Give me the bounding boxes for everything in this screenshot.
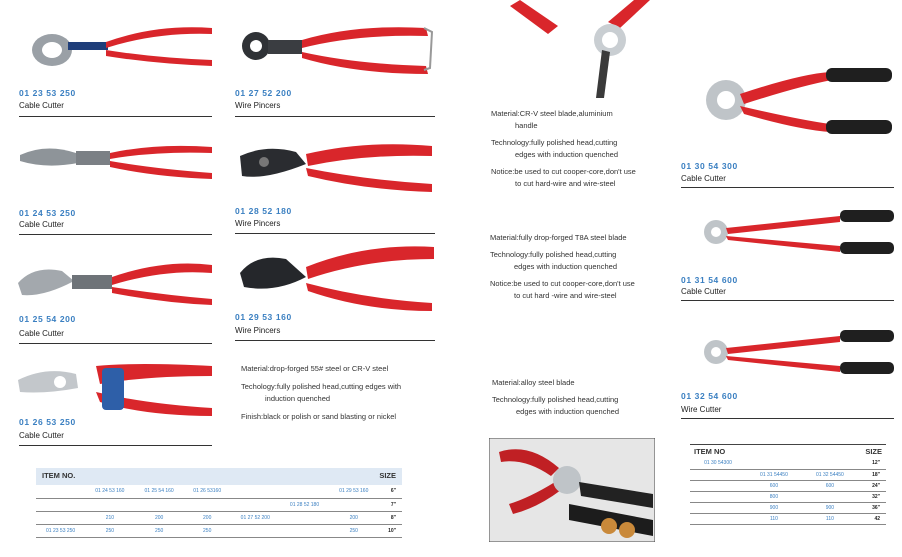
divider — [681, 300, 894, 301]
table-row — [690, 469, 886, 480]
table-cell: 01 25 54 160 — [144, 488, 174, 495]
spec-material: Material:fully drop-forged T8A steel blade — [490, 233, 627, 242]
product-name: Cable Cutter — [19, 329, 64, 338]
table-cell — [231, 485, 280, 498]
table-cell — [802, 458, 858, 469]
product-name: Wire Pincers — [235, 326, 281, 335]
table-body — [36, 485, 402, 538]
table-cell: 110 — [769, 515, 778, 522]
table-cell: 250 — [105, 527, 115, 534]
table-cell — [36, 511, 85, 524]
table-cell: 01 23 53 250 — [46, 527, 76, 534]
table-cell: 7" — [390, 501, 396, 508]
table-cell: 12" — [872, 460, 880, 467]
table-cell — [231, 498, 280, 511]
spec-technology: Technology:fully polished head,cutting — [491, 138, 618, 147]
table-cell: 250 — [154, 527, 164, 534]
table-cell: 01 28 52 180 — [289, 501, 320, 508]
divider — [235, 233, 435, 234]
table-cell: 01 32 54450 — [816, 471, 844, 478]
product-name: Cable Cutter — [19, 220, 64, 229]
cable-cutter-image-2 — [16, 135, 216, 185]
table-cell — [184, 498, 231, 511]
table-cell: 900 — [769, 504, 779, 511]
table-header-item: ITEM NO. — [42, 471, 76, 480]
table-cell — [329, 498, 378, 511]
divider — [19, 234, 212, 235]
table-cell: 01 29 53 160 — [339, 488, 369, 495]
table-cell — [690, 513, 746, 524]
divider — [681, 187, 894, 188]
product-code: 01 30 54 300 — [681, 161, 738, 171]
divider — [19, 116, 212, 117]
table-row — [690, 458, 886, 469]
product-code: 01 28 52 180 — [235, 206, 292, 216]
table-header-size: SIZE — [865, 447, 882, 456]
table-cell: 42 — [874, 515, 880, 522]
divider — [235, 340, 435, 341]
spec-block-right-1 — [491, 108, 663, 190]
table-row — [690, 502, 886, 513]
spec-material: Material:alloy steel blade — [492, 378, 575, 387]
table-row — [36, 485, 402, 498]
table-cell: 01 31 54450 — [760, 471, 788, 478]
spec-notice: Notice:be used to cut cooper-core,don't use — [490, 279, 635, 288]
product-code: 01 29 53 160 — [235, 312, 292, 322]
item-size-table-right — [690, 444, 886, 525]
table-cell — [36, 498, 85, 511]
table-cell: 01 27 52 200 — [240, 514, 270, 521]
wire-cutter-image — [700, 328, 896, 376]
cable-cutter-top-image — [500, 0, 660, 100]
table-cell: 210 — [105, 514, 115, 521]
spec-material: Material:CR-V steel blade,aluminium — [491, 109, 613, 118]
product-code: 01 24 53 250 — [19, 208, 76, 218]
table-cell — [135, 498, 184, 511]
table-cell: 24" — [872, 482, 880, 489]
product-name: Cable Cutter — [681, 174, 726, 183]
table-row — [36, 511, 402, 524]
table-cell — [36, 485, 85, 498]
table-cell: 600 — [825, 482, 835, 489]
spec-notice-cont: to cut hard -wire and wire-steel — [514, 291, 617, 300]
cable-cutter-image-5 — [700, 64, 894, 144]
table-row — [690, 491, 886, 502]
table-header — [690, 444, 886, 458]
spec-block-right-2 — [490, 232, 662, 302]
table-cell — [690, 480, 746, 491]
table-cell: 110 — [825, 515, 834, 522]
table-cell: 32" — [872, 493, 880, 500]
divider — [235, 116, 435, 117]
table-cell — [231, 524, 280, 537]
product-name: Wire Pincers — [235, 101, 281, 110]
table-cell — [280, 485, 329, 498]
table-cell: 6" — [390, 488, 396, 495]
spec-material: Material:drop-forged 55# steel or CR-V steel — [241, 364, 389, 373]
table-row — [690, 513, 886, 524]
table-cell: 18" — [872, 471, 880, 478]
spec-material-cont: handle — [515, 121, 538, 130]
divider — [19, 445, 212, 446]
table-cell: 10" — [388, 527, 396, 534]
cable-cutter-image-6 — [700, 208, 896, 256]
table-cell — [85, 498, 134, 511]
cable-cutting-photo — [489, 438, 655, 542]
table-cell — [690, 502, 746, 513]
table-cell — [280, 524, 329, 537]
table-cell: 200 — [349, 514, 358, 521]
table-cell — [802, 491, 858, 502]
product-name: Wire Cutter — [681, 405, 722, 414]
product-name: Wire Pincers — [235, 219, 281, 228]
table-row — [690, 480, 886, 491]
spec-technology-cont: induction quenched — [265, 394, 331, 403]
spec-notice-cont: to cut hard-wire and wire-steel — [515, 179, 616, 188]
spec-technology-cont: edges with induction quenched — [516, 407, 619, 416]
product-name: Cable Cutter — [681, 287, 726, 296]
table-cell — [690, 491, 746, 502]
wire-pincers-image-2 — [236, 140, 436, 196]
table-header-item: ITEM NO — [694, 447, 726, 456]
product-name: Cable Cutter — [19, 101, 64, 110]
table-cell: 01 26 53160 — [193, 488, 222, 495]
spec-technology-cont: edges with induction quenched — [514, 262, 617, 271]
table-cell: 01 24 53 160 — [95, 488, 125, 495]
spec-technology: Technology:fully polished head,cutting — [492, 395, 619, 404]
spec-block-right-3 — [492, 377, 664, 418]
spec-block-left — [241, 363, 446, 423]
item-size-table-left — [36, 468, 402, 538]
table-row — [36, 524, 402, 537]
spec-technology-cont: edges with induction quenched — [515, 150, 618, 159]
table-cell: 200 — [203, 514, 212, 521]
divider — [19, 343, 212, 344]
cable-cutter-image-1 — [16, 18, 216, 78]
table-cell — [280, 511, 329, 524]
table-cell — [746, 458, 802, 469]
table-header — [36, 468, 402, 485]
table-body — [690, 458, 886, 525]
cable-cutter-image-4 — [16, 358, 216, 418]
table-cell — [690, 469, 746, 480]
table-cell: 8" — [390, 514, 396, 521]
product-code: 01 31 54 600 — [681, 275, 738, 285]
divider — [681, 418, 894, 419]
table-cell: 250 — [203, 527, 212, 534]
table-cell: 900 — [825, 504, 835, 511]
table-cell: 36" — [872, 504, 880, 511]
spec-finish: Finish:black or polish or sand blasting or nickel — [241, 412, 397, 421]
table-cell: 800 — [769, 493, 779, 500]
wire-pincers-image-1 — [236, 24, 436, 80]
spec-technology: Technology:fully polished head,cutting — [490, 250, 617, 259]
product-code: 01 26 53 250 — [19, 417, 76, 427]
table-cell: 600 — [769, 482, 779, 489]
product-name: Cable Cutter — [19, 431, 64, 440]
product-code: 01 27 52 200 — [235, 88, 292, 98]
table-cell: 200 — [154, 514, 164, 521]
spec-notice: Notice:be used to cut cooper-core,don't use — [491, 167, 636, 176]
product-code: 01 23 53 250 — [19, 88, 76, 98]
table-cell: 250 — [349, 527, 358, 534]
spec-technology: Techology:fully polished head,cutting edges with — [241, 382, 402, 391]
product-code: 01 32 54 600 — [681, 391, 738, 401]
table-header-size: SIZE — [379, 471, 396, 480]
wire-pincers-image-3 — [236, 243, 436, 313]
product-code: 01 25 54 200 — [19, 314, 76, 324]
table-row — [36, 498, 402, 511]
table-cell: 01 30 54300 — [704, 460, 732, 467]
cable-cutter-image-3 — [14, 255, 214, 309]
